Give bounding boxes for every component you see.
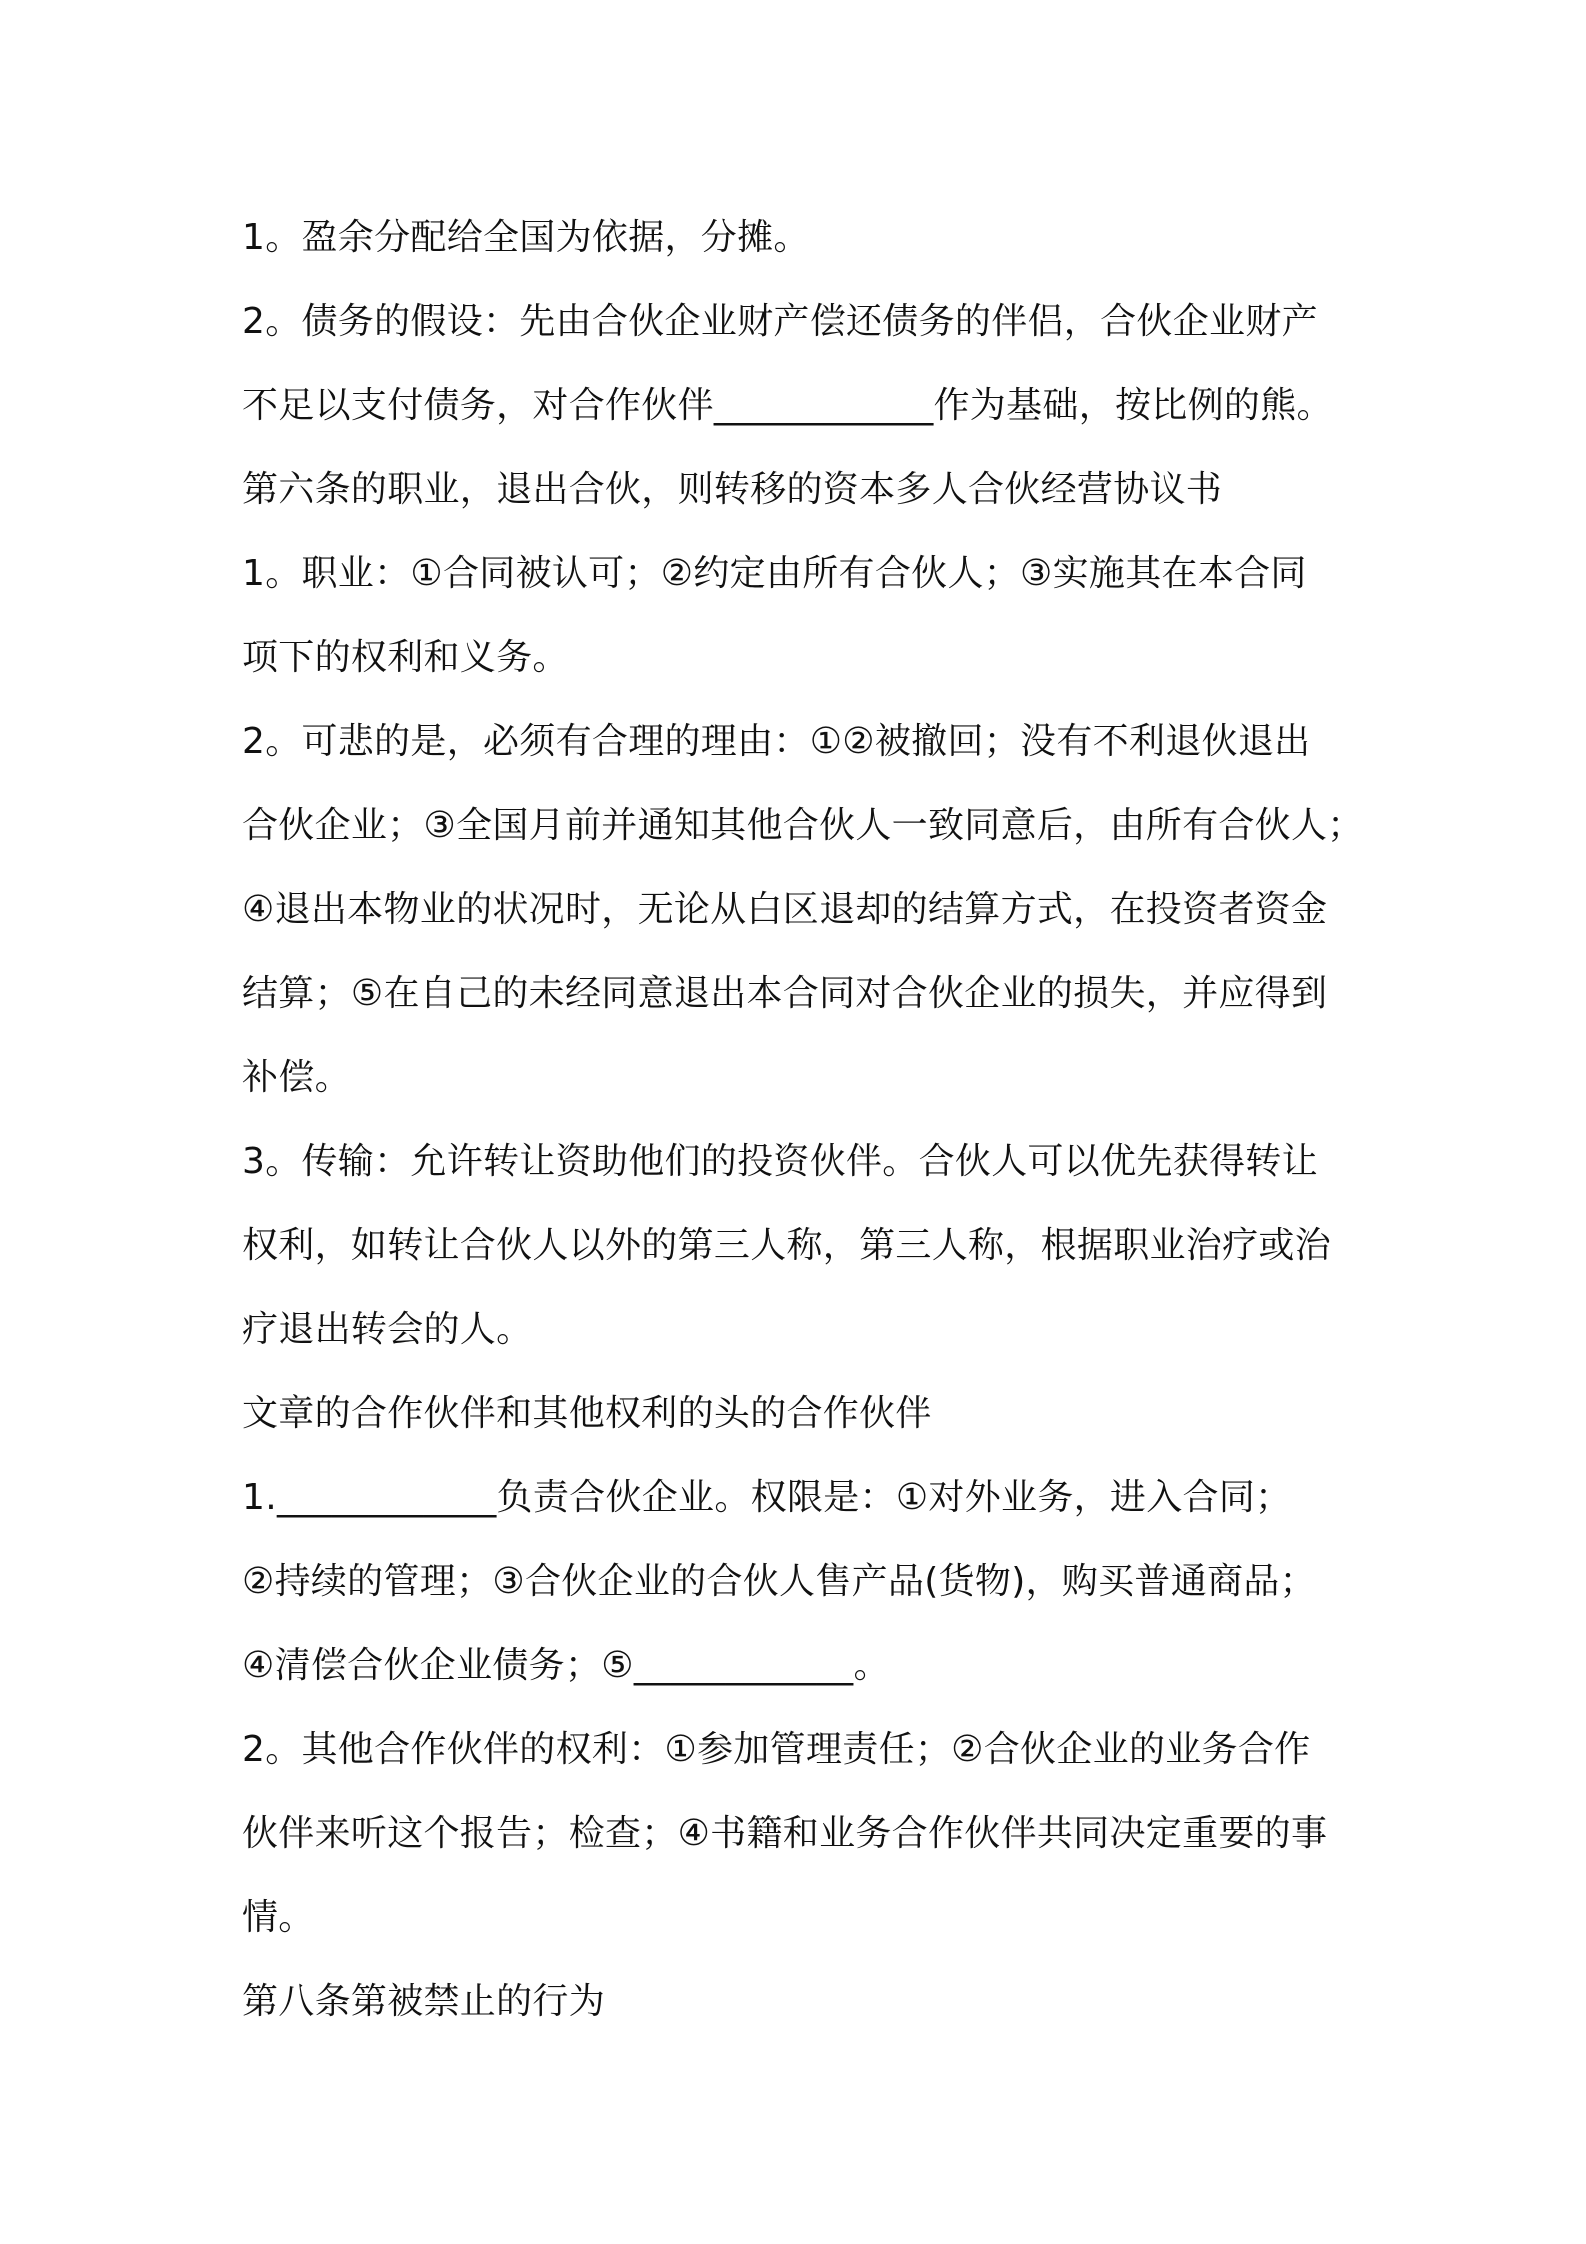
section-heading-partners: 文章的合作伙伴和其他权利的头的合作伙伴 (242, 1393, 932, 1434)
text-line-10: 结算；⑤在自己的未经同意退出本合同对合伙企业的损失，并应得到 (242, 973, 1328, 1014)
text-line-20: 伙伴来听这个报告；检查；④书籍和业务合作伙伴共同决定重要的事 (242, 1813, 1328, 1854)
text-line-5: 1。职业：①合同被认可；②约定由所有合伙人；③实施其在本合同 (242, 553, 1307, 594)
text-line-8: 合伙企业；③全国月前并通知其他合伙人一致同意后，由所有合伙人； (242, 805, 1364, 846)
text-line-16: 1.____________负责合伙企业。权限是：①对外业务，进入合同； (242, 1477, 1292, 1518)
text-line-19: 2。其他合作伙伴的权利：①参加管理责任；②合伙企业的业务合作 (242, 1729, 1311, 1770)
document-body (242, 196, 1364, 2044)
text-line-2: 2。债务的假设：先由合伙企业财产偿还债务的伴侣，合伙企业财产 (242, 301, 1318, 342)
text-line-11: 补偿。 (242, 1057, 351, 1098)
text-line-7: 2。可悲的是，必须有合理的理由：①②被撤回；没有不利退伙退出 (242, 721, 1311, 762)
text-line-17: ②持续的管理；③合伙企业的合伙人售产品(货物)，购买普通商品； (242, 1561, 1316, 1602)
text-line-12: 3。传输：允许转让资助他们的投资伙伴。合伙人可以优先获得转让 (242, 1141, 1318, 1182)
text-line-14: 疗退出转会的人。 (242, 1309, 533, 1350)
text-line-21: 情。 (242, 1897, 315, 1938)
text-line-9: ④退出本物业的状况时，无论从白区退却的结算方式，在投资者资金 (242, 889, 1328, 930)
section-heading-article-6: 第六条的职业，退出合伙，则转移的资本多人合伙经营协议书 (242, 469, 1223, 510)
section-heading-article-8: 第八条第被禁止的行为 (242, 1981, 606, 2022)
text-line-18: ④清偿合伙企业债务；⑤____________。 (242, 1645, 890, 1686)
text-line-1: 1。盈余分配给全国为依据，分摊。 (242, 217, 810, 258)
text-line-13: 权利，如转让合伙人以外的第三人称，第三人称，根据职业治疗或治 (242, 1225, 1332, 1266)
text-line-6: 项下的权利和义务。 (242, 637, 569, 678)
text-line-3: 不足以支付债务，对合作伙伴____________作为基础，按比例的熊。 (242, 385, 1333, 426)
